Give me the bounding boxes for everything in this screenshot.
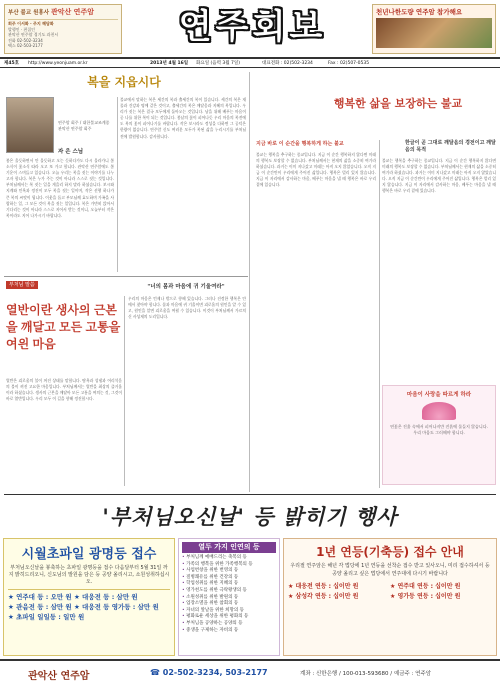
section-divider bbox=[4, 276, 248, 277]
monk-portrait bbox=[6, 97, 54, 153]
lotus-flower-icon bbox=[422, 402, 456, 420]
lantern-price-row: ★ 초파일 일일등 : 일만 원 bbox=[8, 613, 85, 621]
footer-phone[interactable]: ☎ 02-502-3234, 503-2177 bbox=[150, 668, 268, 677]
lantern-ad-headline: 시월초파일 광명등 접수 bbox=[21, 547, 157, 562]
list-item: • 사업번창을 위한 번영의 등 bbox=[182, 568, 276, 575]
footer-temple-name: 관악산 연주암 bbox=[28, 671, 90, 682]
masthead-ad[interactable] bbox=[372, 4, 496, 54]
article-byline: 자 은 스님 bbox=[58, 149, 84, 155]
right-heading: 행복한 삶을 보장하는 불교 bbox=[333, 97, 463, 110]
publisher-line: 발행인 · 편집인 bbox=[8, 26, 35, 32]
yearly-price-row: ★ 영가등 연등 : 십이만 원 bbox=[390, 593, 461, 600]
portrait-caption: 연주암 회주 / 대한불교조계종 관악산 연주암 회주 bbox=[58, 120, 110, 131]
website-link[interactable]: http://www.yeonjuam.or.kr bbox=[28, 61, 88, 66]
list-item: • 자녀의 앞날을 위한 희망의 등 bbox=[182, 608, 276, 615]
publisher-line: 전화 02-502-3234 bbox=[8, 37, 43, 43]
list-item: • 업장소멸을 위한 참회의 등 bbox=[182, 601, 276, 608]
lantern-price-row: ★ 연주대 등 : 오만 원 ★ 대웅전 등 : 삼만 원 bbox=[8, 593, 138, 601]
event-banner: '부처님오신날' 등 밝히기 행사 bbox=[102, 504, 398, 529]
publisher-line: 팩스 02-503-2177 bbox=[8, 43, 43, 48]
footer-account: 계좌 : 신한은행 / 100-013-593680 / 예금주 : 연주암 bbox=[300, 671, 432, 677]
lantern-types-ad[interactable] bbox=[178, 538, 280, 656]
yearly-price-row: ★ 연주대 연등 : 십이만 원 bbox=[390, 583, 461, 590]
right-body-left: 불교는 행복을 추구하는 종교입니다. 지금 이 순간 행복하지 않다면 미래의 행복도 보장할 수 없습니다. 부처님께서는 현재의 삶을 소중히 여기라 하셨습니다. 과거는 이미 지나갔고 미래는 아직 오지 않았습니다. 오직 지금 이 순간만이 우리에게 주어진 삶입니다. 행복은 멀리 있지 않습니다. 지금 이 자리에서 감사하는 마음, 베푸는 마음을 낼 때 행복은 바로 우리 곁에 있습니다. bbox=[256, 152, 376, 188]
list-item: • 부처님을 공양하는 공양의 등 bbox=[182, 621, 276, 628]
footer bbox=[0, 659, 500, 685]
publisher-box bbox=[4, 4, 122, 54]
yearly-price-row: ★ 대웅전 연등 : 십이만 원 bbox=[288, 583, 359, 590]
main-phone: 대표전화 : 02)502-3234 bbox=[262, 61, 313, 66]
issue-date: 2013년 4월 16일 bbox=[150, 61, 189, 66]
issue-day: 화요일 (음력 3월 7일) bbox=[196, 61, 240, 66]
article-body-mid: 불교에서 말하는 복은 세간의 복과 출세간의 복이 있습니다. 세간의 복은 재물과 건강과 명예 같은 것이고, 출세간의 복은 깨달음과 지혜의 복입니다. 우리가 짓는 복은 결국 모두에게 돌아오는 것입니다. 남을 위해 베푸는 마음이 곧 나를 위한 복이 되는 것입니다. 봄날의 꽃이 피어나듯 우리 마음의 복전에도 복의 꽃이 피어나기를 바랍니다. 작은 보시라도 정성을 다하면 그 공덕은 한량이 없습니다. 연주암 신도 여러분 모두가 복된 삶을 누리시기를 부처님 전에 발원합니다. 감사합니다. bbox=[120, 97, 246, 139]
lantern-ad-desc: 부처님오신날을 봉축하는 초파일 광명등을 접수 다음달부터 5월 31일 까지 밝히드리오니, 신도님의 발원을 담은 등 공양 올리시고, 소원성취하십시오. bbox=[8, 565, 170, 585]
lantern-types-list bbox=[182, 555, 276, 634]
article2-quote: "너의 몸과 마음에 귀 기울여라" bbox=[147, 284, 225, 290]
yearly-lantern-desc: 우리절 연주암은 해년 각 법당에 1년 연등을 선착순 접수 받고 있사오니, 미리 접수하셔서 등 공양 올리고 싶은 법당에서 연주대에 다시기 바랍니다 bbox=[290, 563, 490, 577]
fax-number: Fax : 02)507-0535 bbox=[328, 61, 370, 66]
lotus-poem-box bbox=[382, 385, 496, 485]
list-item: • 가족의 행복을 위한 가족행복의 등 bbox=[182, 562, 276, 569]
list-item: • 학업성취를 위한 지혜의 등 bbox=[182, 581, 276, 588]
article2-body-left: 열반은 괴로움의 불이 꺼진 상태를 말합니다. 탐욕과 성냄과 어리석음의 불이 꺼진 고요한 마음입니다. 부처님께서는 열반을 최상의 즐거움이라 하셨습니다. 생사의 근본을 깨달아 모든 고통을 여의는 것, 그것이 바로 열반입니다. 우리 모두 이 길을 향해 정진합시다. bbox=[6, 378, 122, 402]
lotus-poem-text: 연꽃은 진흙 속에서 피어나지만 진흙에 물들지 않습니다. 우리 마음도 그러해야 합니다. bbox=[390, 424, 488, 435]
column-divider bbox=[124, 296, 125, 486]
masthead bbox=[0, 0, 500, 56]
lantern-types-title: 열두 가지 인연의 등 bbox=[182, 542, 276, 553]
article2-body-mid: 우리의 마음은 언제나 밖으로 향해 있습니다. 그러나 진정한 행복은 안에서 찾아야 합니다. 몸과 마음에 귀 기울이면 괴로움의 원인을 알 수 있고, 원인을 알면 괴로움을 여읠 수 있습니다. 이것이 부처님께서 가르치신 사성제의 도리입니다. bbox=[128, 296, 246, 320]
column-divider bbox=[379, 140, 380, 488]
publisher-line: 회주 이서화 · 주지 혜담화 bbox=[8, 21, 54, 26]
list-item: • 중생을 구제하는 자비의 등 bbox=[182, 628, 276, 635]
masthead-ad-title: 천년나한도량 연주암 참가해요 bbox=[376, 8, 463, 16]
publisher-line: 관악산 연주암 경기도 과천시 bbox=[8, 32, 59, 37]
list-item: • 소원성취를 위한 발원의 등 bbox=[182, 595, 276, 602]
lantern-ad[interactable] bbox=[3, 538, 175, 656]
right-subheading: 지금 바로 이 순간을 행복하게 하는 불교 bbox=[256, 141, 344, 147]
section-tag: 부처님 말씀 bbox=[6, 281, 38, 289]
article-body-left: 봄은 올듯하면서 안 올듯하고 오는 듯하다가도 다시 올라가니 봄 소식이 꽃소식 따라 오고 또 가고 합니다. 관악산 연주암에도 봄 기운이 스며들고 있습니다. 오늘 우리는 복을 짓는 이야기를 나누고자 합니다. 복은 누가 주는 것이 아니라 스스로 짓는 것입니다. 부처님께서는 복 짓는 일을 게을리 하지 말라 하셨습니다. 보시와 지계와 인욕과 정진이 모두 복을 짓는 일이며, 작은 선행 하나가 큰 복의 씨앗이 됩니다. 이웃을 돕고 부모님께 효도하며 가족을 사랑하는 일, 그 모든 것이 복을 짓는 일입니다. 복은 가만히 앉아서 기다리는 것이 아니라 스스로 지어서 받는 것이니, 오늘부터 작은 복이라도 지어 나가시기 바랍니다. bbox=[6, 158, 114, 218]
list-item: • 질병쾌유를 위한 건강의 등 bbox=[182, 575, 276, 582]
temple-photo bbox=[376, 18, 492, 48]
yearly-lantern-ad[interactable] bbox=[283, 538, 497, 656]
publisher-org: 부산 불교 원흥사 관악산 연주암 bbox=[8, 8, 94, 16]
yearly-price-row: ★ 삼성각 연등 : 십이만 원 bbox=[288, 593, 359, 600]
column-divider bbox=[117, 97, 118, 272]
list-item: • 영가천도를 위한 극락왕생의 등 bbox=[182, 588, 276, 595]
list-item: • 부처님께 예배드리는 축복의 등 bbox=[182, 555, 276, 562]
column-divider bbox=[249, 72, 250, 492]
newspaper-title: 연주회보 bbox=[178, 7, 327, 47]
article-heading: 복을 지읍시다 bbox=[87, 75, 161, 89]
lotus-poem-title: 마음이 사랑을 따르게 하라 bbox=[406, 392, 472, 398]
section-divider bbox=[4, 494, 496, 495]
right-body-right: 불교는 행복을 추구하는 종교입니다. 지금 이 순간 행복하지 않다면 미래의 행복도 보장할 수 없습니다. 부처님께서는 현재의 삶을 소중히 여기라 하셨습니다. 과거는 이미 지나갔고 미래는 아직 오지 않았습니다. 오직 지금 이 순간만이 우리에게 주어진 삶입니다. 행복은 멀리 있지 않습니다. 지금 이 자리에서 감사하는 마음, 베푸는 마음을 낼 때 행복은 바로 우리 곁에 있습니다. bbox=[382, 158, 496, 194]
lantern-price-row: ★ 관음전 등 : 삼만 원 ★ 대웅전 등 영가등 : 삼만 원 bbox=[8, 603, 159, 611]
issue-info-bar bbox=[0, 57, 500, 68]
issue-number: 제45호 bbox=[4, 61, 19, 66]
right-subheading-2: 한글이 곧 그대로 깨달음의 경전이고 깨달음의 목적 bbox=[405, 140, 496, 153]
yearly-lantern-headline: 1년 연등(기축등) 접수 안내 bbox=[316, 545, 464, 559]
article2-headline: 열반이란 생사의 근본을 깨달고 모든 고통을 여읜 마음 bbox=[6, 303, 121, 351]
list-item: • 평화로운 세상을 위한 평화의 등 bbox=[182, 614, 276, 621]
